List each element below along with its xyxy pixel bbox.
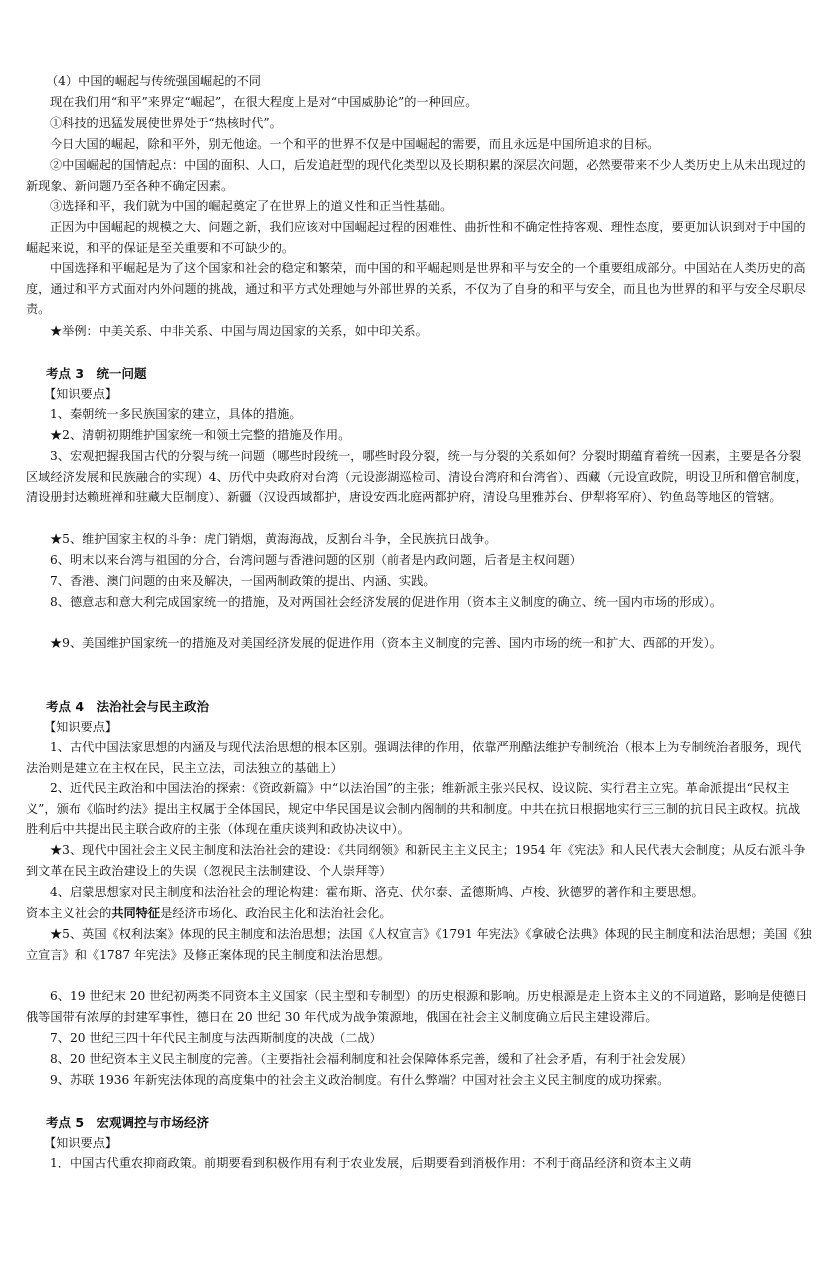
topic-heading: 考点 3 统一问题 bbox=[46, 366, 147, 381]
emphasis-text: 共同特征 bbox=[111, 906, 161, 920]
list-item: ★3、现代中国社会主义民主制度和法治社会的建设：《共同纲领》和新民主主义民主；1954 年《宪法》和人民代表大会制度；从反右派斗争到文革在民主政治建设上的失误（忽视民主法制建设、个人崇拜等） bbox=[26, 843, 806, 878]
list-item: 9、苏联 1936 年新宪法体现的高度集中的社会主义政治制度。有什么弊端？中国对社会主义民主制度的成功探索。 bbox=[50, 1073, 670, 1087]
list-item: 2、近代民主政治和中国法治的探索：《资政新篇》中“以法治国”的主张；维新派主张兴民权、设议院、实行君主立宪。革命派提出“民权主义”，颁布《临时约法》提出主权属于全体国民，规定中华民国是议会制内阁制的共和制度。中共在抗日根据地实行三三制的抗日民主政权。抗战胜利后中共提出民主联合政府的主张（体现在重庆谈判和政协决议中）。 bbox=[26, 781, 801, 837]
list-item: 8、德意志和意大利完成国家统一的措施，及对两国社会经济发展的促进作用（资本主义制度的确立、统一国内市场的形成）。 bbox=[50, 595, 722, 609]
list-item: 6、明末以来台湾与祖国的分合，台湾问题与香港问题的区别（前者是内政问题，后者是主权问题） bbox=[50, 553, 582, 567]
list-item: ★5、英国《权利法案》体现的民主制度和法治思想；法国《人权宣言》《1791 年宪法》《拿破仑法典》体现的民主制度和法治思想；美国《独立宣言》和《1787 年宪法》及修正案体现的民主制度和法治思想。 bbox=[26, 927, 812, 962]
list-item: 6、19 世纪末 20 世纪初两类不同资本主义国家（民主型和专制型）的历史根源和影响。历史根源是走上资本主义的不同道路，影响是使德日俄等国带有浓厚的封建军事性，德日在 20 世纪 30 年代成为战争策源地，俄国在社会主义制度确立后民主建设滞后。 bbox=[26, 989, 808, 1024]
paragraph: ★举例：中美关系、中非关系、中国与周边国家的关系，如中印关系。 bbox=[50, 324, 428, 338]
paragraph: 今日大国的崛起，除和平外，别无他途。一个和平的世界不仅是中国崛起的需要，而且永远是中国所追求的目标。 bbox=[50, 137, 660, 151]
topic-heading: 考点 5 宏观调控与市场经济 bbox=[46, 1115, 210, 1130]
topic-heading: 考点 4 法治社会与民主政治 bbox=[46, 699, 210, 714]
knowledge-points-label: 【知识要点】 bbox=[44, 387, 118, 401]
list-item: 4、启蒙思想家对民主制度和法治社会的理论构建：霍布斯、洛克、伏尔泰、孟德斯鸠、卢梭、狄德罗的著作和主要思想。 bbox=[50, 885, 704, 899]
list-item: 3、宏观把握我国古代的分裂与统一问题（哪些时段统一，哪些时段分裂，统一与分裂的关系如何？分裂时期蕴育着统一因素，主要是各分裂区域经济发展和民族融合的实现）4、历代中央政府对台湾（元设澎湖巡检司、清设台湾府和台湾省）、西藏（元设宣政院，明设卫所和僧官制度，清设册封达赖班禅和驻藏大臣制度）、新疆（汉设西域都护，唐设安西北庭两都护府，清设乌里雅苏台、伊犁将军府）、钓鱼岛等地区的管辖。 bbox=[26, 449, 808, 505]
list-item: 7、20 世纪三四十年代民主制度与法西斯制度的决战（二战） bbox=[50, 1031, 382, 1045]
knowledge-points-label: 【知识要点】 bbox=[44, 1136, 118, 1150]
text-span: 是经济市场化、政治民主化和法治社会化。 bbox=[160, 906, 392, 920]
paragraph: 中国选择和平崛起是为了这个国家和社会的稳定和繁荣，而中国的和平崛起则是世界和平与安全的一个重要组成部分。中国站在人类历史的高度，通过和平方式面对内外问题的挑战，通过和平方式处理她与外部世界的关系，不仅为了自身的和平与安全，而且也为世界的和平与安全尽职尽责。 bbox=[26, 261, 806, 317]
paragraph: 现在我们用“和平”来界定“崛起”，在很大程度上是对“中国威胁论”的一种回应。 bbox=[50, 95, 478, 109]
list-item: ★9、美国维护国家统一的措施及对美国经济发展的促进作用（资本主义制度的完善、国内市场的统一和扩大、西部的开发）。 bbox=[50, 636, 722, 650]
paragraph: ③选择和平，我们就为中国的崛起奠定了在世界上的道义性和正当性基础。 bbox=[50, 199, 453, 213]
list-item: 1、秦朝统一多民族国家的建立，具体的措施。 bbox=[50, 407, 302, 421]
list-item: 7、香港、澳门问题的由来及解决，一国两制政策的提出、内涵、实践。 bbox=[50, 574, 436, 588]
list-item-continuation bbox=[26, 903, 812, 924]
list-item: ★2、清朝初期维护国家统一和领土完整的措施及作用。 bbox=[50, 428, 351, 442]
paragraph: ②中国崛起的国情起点：中国的面积、人口，后发追赶型的现代化类型以及长期积累的深层次问题，必然要带来不少人类历史上从未出现过的新现象、新问题乃至各种不确定因素。 bbox=[26, 158, 806, 193]
list-item: 1．中国古代重农抑商政策。前期要看到积极作用有利于农业发展，后期要看到消极作用：不利于商品经济和资本主义萌 bbox=[50, 1156, 692, 1170]
list-item: ★5、维护国家主权的斗争：虎门销烟，黄海海战，反割台斗争，全民族抗日战争。 bbox=[50, 532, 497, 546]
section-title: （4）中国的崛起与传统强国崛起的不同 bbox=[46, 74, 261, 88]
paragraph: 正因为中国崛起的规模之大、问题之新，我们应该对中国崛起过程的困难性、曲折性和不确定性持客观、理性态度，要更加认识到对于中国的崛起来说，和平的保证是至关重要和不可缺少的。 bbox=[26, 220, 806, 255]
text-span: 资本主义社会的 bbox=[26, 906, 112, 920]
list-item: 8、20 世纪资本主义民主制度的完善。（主要指社会福利制度和社会保障体系完善，缓和了社会矛盾，有利于社会发展） bbox=[50, 1052, 693, 1066]
paragraph: ①科技的迅猛发展使世界处于“热核时代”。 bbox=[50, 116, 282, 130]
list-item: 1、古代中国法家思想的内涵及与现代法治思想的根本区别。强调法律的作用，依靠严刑酷法维护专制统治（根本上为专制统治者服务，现代法治则是建立在主权在民，民主立法，司法独立的基础上） bbox=[26, 740, 802, 775]
knowledge-points-label: 【知识要点】 bbox=[44, 720, 118, 734]
